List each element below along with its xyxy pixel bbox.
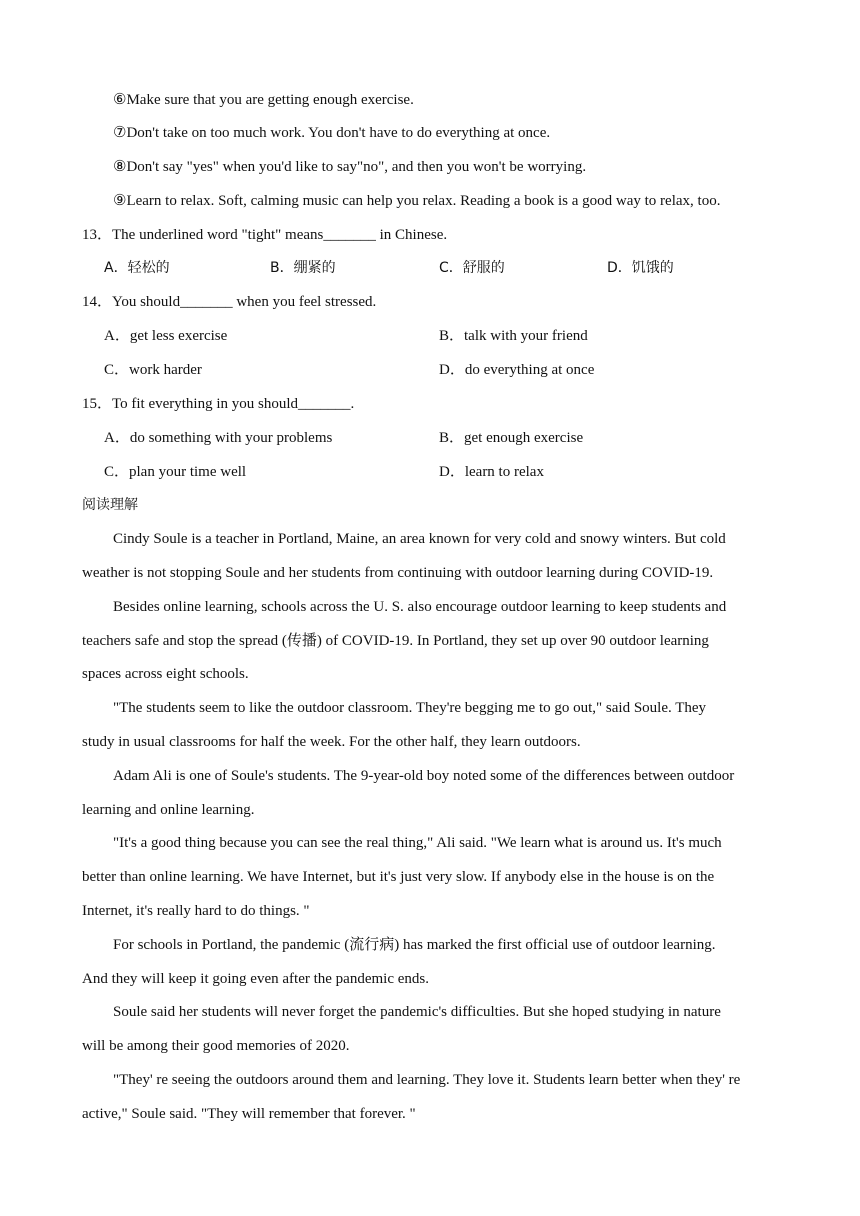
tip-item: ⑥Make sure that you are getting enough exercise. [113, 92, 414, 108]
passage-line: Soule said her students will never forget the pandemic's difficulties. But she hoped studying in nature [113, 1004, 721, 1020]
question-stem: 13．The underlined word "tight" means_______ in Chinese. [82, 227, 448, 243]
passage-line: Besides online learning, schools across the U. S. also encourage outdoor learning to keep students and [113, 599, 727, 615]
passage-line: Cindy Soule is a teacher in Portland, Maine, an area known for very cold and snowy winters. But cold [113, 531, 726, 547]
tip-item: ⑧Don't say "yes" when you'd like to say"no", and then you won't be worrying. [113, 159, 587, 175]
option-a[interactable]: A．get less exercise [104, 328, 228, 344]
option-b[interactable]: B．get enough exercise [439, 430, 584, 446]
option-a[interactable]: A．轻松的 [104, 260, 170, 276]
option-d[interactable]: D．learn to relax [439, 464, 544, 480]
option-b[interactable]: B．绷紧的 [270, 260, 336, 276]
tip-item: ⑦Don't take on too much work. You don't have to do everything at once. [113, 125, 551, 141]
option-c[interactable]: C．舒服的 [439, 260, 505, 276]
option-d[interactable]: D．do everything at once [439, 362, 595, 378]
passage-line: Adam Ali is one of Soule's students. The 9-year-old boy noted some of the differences between outdoor [113, 768, 735, 784]
passage-line: teachers safe and stop the spread (传播) of COVID-19. In Portland, they set up over 90 outdoor learning [82, 633, 709, 649]
passage-line: weather is not stopping Soule and her students from continuing with outdoor learning during COVID-19. [82, 565, 714, 581]
option-c[interactable]: C．plan your time well [104, 464, 247, 480]
passage-line: active," Soule said. "They will remember that forever. " [82, 1106, 416, 1122]
passage-line: "It's a good thing because you can see the real thing," Ali said. "We learn what is around us. It's much [113, 835, 722, 851]
question-stem: 15．To fit everything in you should_______. [82, 396, 355, 412]
passage-line: "The students seem to like the outdoor classroom. They're begging me to go out," said Soule. They [113, 700, 707, 716]
option-d[interactable]: D．饥饿的 [607, 260, 674, 276]
option-c[interactable]: C．work harder [104, 362, 202, 378]
tip-item: ⑨Learn to relax. Soft, calming music can help you relax. Reading a book is a good way to relax, too. [113, 193, 721, 209]
passage-line: And they will keep it going even after the pandemic ends. [82, 971, 429, 987]
passage-line: Internet, it's really hard to do things. " [82, 903, 310, 919]
passage-line: learning and online learning. [82, 802, 255, 818]
passage-line: will be among their good memories of 2020. [82, 1038, 350, 1054]
passage-line: "They' re seeing the outdoors around them and learning. They love it. Students learn better when they' re [113, 1072, 741, 1088]
section-heading: 阅读理解 [82, 497, 138, 513]
option-b[interactable]: B．talk with your friend [439, 328, 588, 344]
passage-line: study in usual classrooms for half the week. For the other half, they learn outdoors. [82, 734, 581, 750]
passage-line: spaces across eight schools. [82, 666, 249, 682]
option-a[interactable]: A．do something with your problems [104, 430, 333, 446]
question-stem: 14．You should_______ when you feel stressed. [82, 294, 377, 310]
passage-line: For schools in Portland, the pandemic (流行病) has marked the first official use of outdoor learning. [113, 937, 716, 953]
passage-line: better than online learning. We have Internet, but it's just very slow. If anybody else in the house is on the [82, 869, 715, 885]
